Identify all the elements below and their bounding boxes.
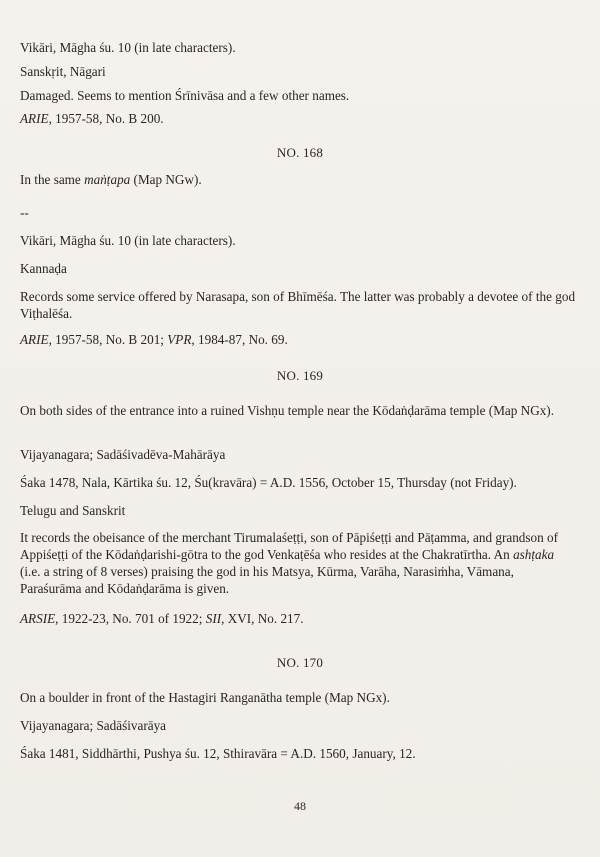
date-line: Vikāri, Māgha śu. 10 (in late characters). [20,40,236,55]
language-line: Telugu and Sanskrit [20,503,126,518]
reference-detail: , 1957-58, No. B 201; [48,332,168,347]
location-paragraph: On both sides of the entrance into a ruined Vishṇu temple near the Kōdaṅḍarāma temple (Map NGx). [20,403,554,418]
reference-source: VPR [167,332,192,347]
description-text: (i.e. a string of 8 verses) praising the god in his Matsya, Kūrma, Varāha, Narasiṁha, Vāmana, Paraśurāma and Kōdaṅḍarāma is given. [20,564,514,596]
reference-source: SII [205,611,222,626]
reference-line [20,610,576,627]
dynasty-line: Vijayanagara; Sadāśivarāya [20,718,167,733]
reference-source: ARSIE [20,611,56,626]
inscription-heading-169: NO. 169 [276,368,324,383]
language-line: Sanskṛit, Nāgari [20,64,106,79]
date-line: Śaka 1478, Nala, Kārtika śu. 12, Śu(kravāra) = A.D. 1556, October 15, Thursday (not Friday). [20,475,517,490]
location-line [20,171,576,188]
reference-detail: , 1957-58, No. B 200. [48,111,164,126]
description-paragraph: Records some service offered by Narasapa, son of Bhīmēśa. The latter was probably a devotee of the god Viṭhalēśa. [20,289,576,321]
inscription-heading-170: NO. 170 [276,655,324,670]
reference-detail: , 1984-87, No. 69. [191,332,288,347]
description-term: ashṭaka [513,547,555,562]
dynasty-line: -- [20,205,29,220]
reference-source: ARIE [20,111,49,126]
inscription-heading-168: NO. 168 [276,145,324,160]
location-map: (Map NGw). [130,172,202,187]
location-line: On a boulder in front of the Hastagiri Ranganātha temple (Map NGx). [20,690,390,705]
dynasty-line: Vijayanagara; Sadāśivadēva-Mahārāya [20,447,226,462]
reference-line [20,110,576,127]
page-number: 48 [294,799,306,813]
description-line: Damaged. Seems to mention Śrīnivāsa and a few other names. [20,88,350,103]
location-text: In the same [20,172,85,187]
location-term: maṅṭapa [84,172,131,187]
date-line: Vikāri, Māgha śu. 10 (in late characters). [20,233,236,248]
reference-detail: , 1922-23, No. 701 of 1922; [55,611,206,626]
language-line: Kannaḍa [20,261,67,276]
description-paragraph [20,529,576,597]
description-text: It records the obeisance of the merchant Tirumalaśeṭṭi, son of Pāpiśeṭṭi and Pāṭamma, and grandson of Appiśeṭṭi of the Kōdaṅḍarishi-gōtra to the god Venkaṭēśa who resides at the Chakratīrtha. An [20,530,558,562]
reference-source: ARIE [20,332,49,347]
reference-detail: , XVI, No. 217. [221,611,304,626]
date-line: Śaka 1481, Siddhārthi, Pushya śu. 12, Sthiravāra = A.D. 1560, January, 12. [20,746,416,761]
reference-line [20,331,576,348]
